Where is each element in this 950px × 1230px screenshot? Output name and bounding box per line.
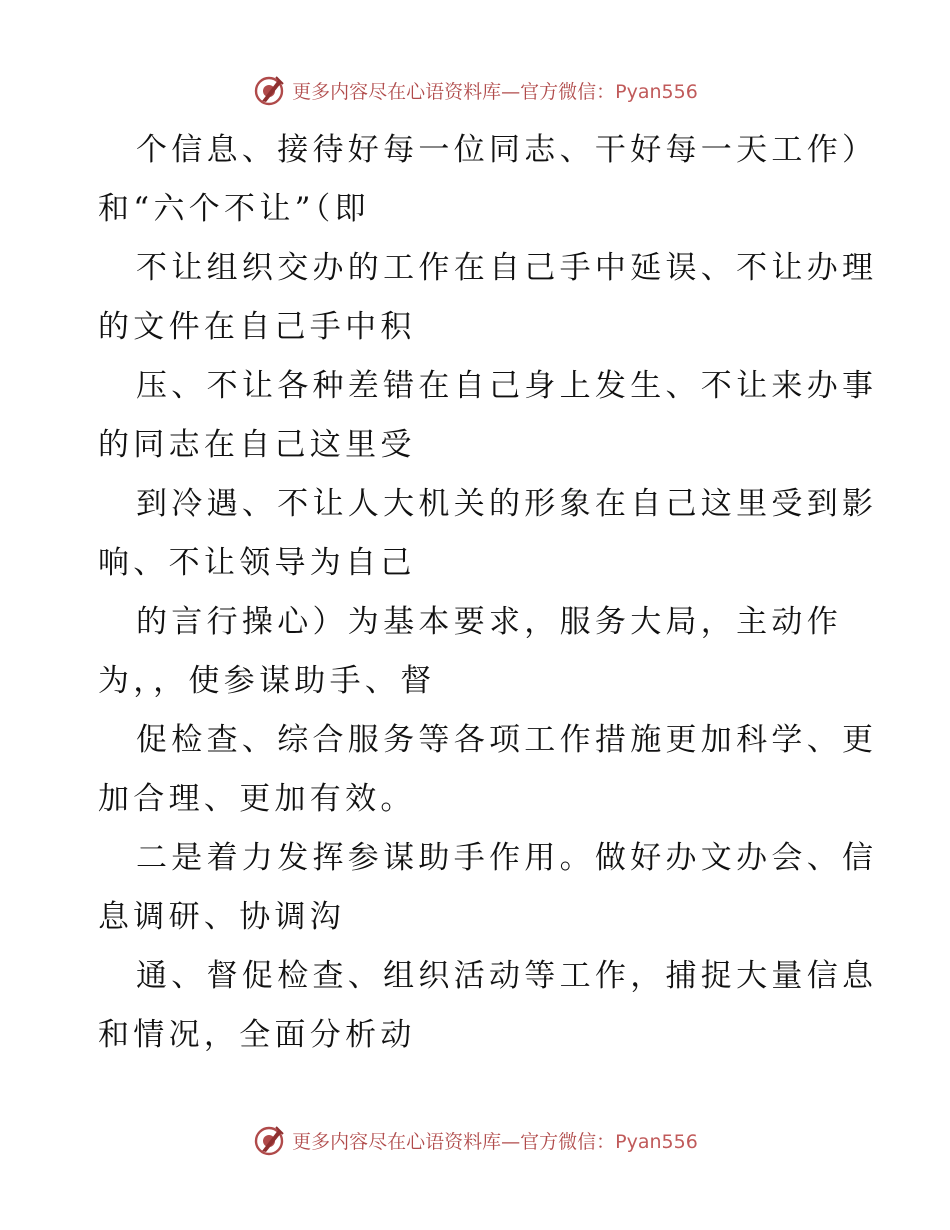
quill-logo-icon [252, 1123, 286, 1157]
text-block-8: 通、督促检查、组织活动等工作，捕捉大量信息 和情况，全面分析动 [98, 958, 878, 1053]
text-block-5: 的言行操心）为基本要求，服务大局，主动作 为，，使参谋助手、督 [98, 604, 842, 699]
text-block-2: 不让组织交办的工作在自己手中延误、不让办理 的文件在自己手中积 [98, 250, 878, 345]
text-block-4: 到冷遇、不让人大机关的形象在自己这里受到影 响、不让领导为自己 [98, 486, 878, 581]
header-brand-text: 更多内容尽在心语资料库—官方微信：Pyan556 [292, 80, 698, 103]
footer-brand-text: 更多内容尽在心语资料库—官方微信：Pyan556 [292, 1130, 698, 1153]
page-footer [0, 1120, 950, 1160]
text-block-1: 个信息、接待好每一位同志、干好每一天工作） 和“六个不让”（即 [98, 132, 878, 227]
text-block-7: 二是着力发挥参谋助手作用。做好办文办会、信 息调研、协调沟 [98, 840, 878, 935]
footer-brand [252, 1123, 698, 1157]
body-text [98, 121, 878, 1065]
page-header [0, 70, 950, 110]
quill-logo-icon [252, 73, 286, 107]
header-brand-id: Pyan556 [615, 80, 698, 103]
footer-brand-id: Pyan556 [615, 1130, 698, 1153]
text-block-3: 压、不让各种差错在自己身上发生、不让来办事 的同志在自己这里受 [98, 368, 878, 463]
header-brand [252, 73, 698, 107]
text-block-6: 促检查、综合服务等各项工作措施更加科学、更 加合理、更加有效。 [98, 722, 878, 817]
